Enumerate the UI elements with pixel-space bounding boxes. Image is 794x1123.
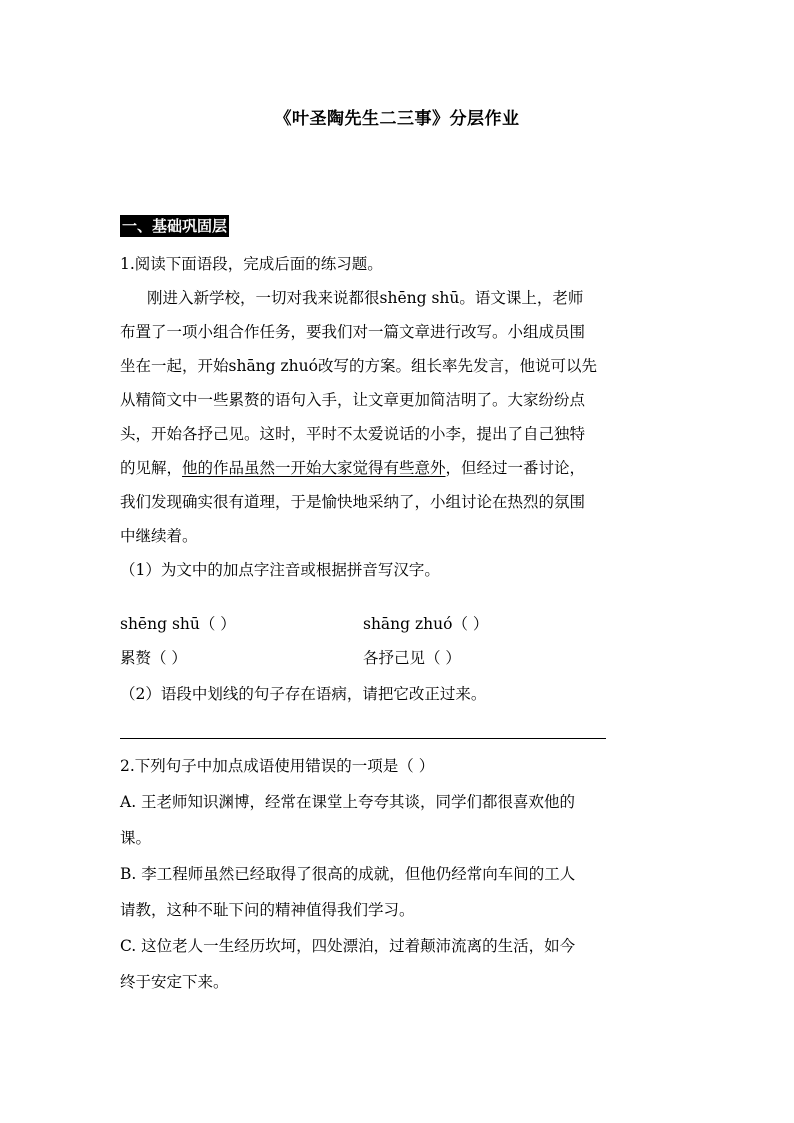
underlined-sentence: 他的作品虽然一开始大家觉得有些意外 bbox=[182, 459, 446, 477]
option-a-line-1: A. 王老师知识渊博，经常在课堂上夸夸其谈，同学们都很喜欢他的 bbox=[120, 793, 576, 811]
option-a-line-2: 课。 bbox=[120, 829, 152, 847]
passage-line-2: 布置了一项小组合作任务，要我们对一篇文章进行改写。小组成员围 bbox=[120, 323, 586, 341]
document-title: 《叶圣陶先生二三事》分层作业 bbox=[274, 109, 520, 129]
answer-writing-line bbox=[120, 738, 606, 739]
option-b-line-2: 请教，这种不耻下问的精神值得我们学习。 bbox=[120, 901, 415, 919]
passage-line-8: 中继续着。 bbox=[120, 527, 198, 545]
passage-line-6-end: ，但经过一番讨论， bbox=[445, 459, 586, 477]
option-b-line-1: B. 李工程师虽然已经取得了很高的成就，但他仍经常向车间的工人 bbox=[120, 865, 576, 883]
passage-line-5: 头，开始各抒己见。这时，平时不太爱说话的小李，提出了自己独特 bbox=[120, 425, 586, 443]
option-c-line-1: C. 这位老人一生经历坎坷，四处漂泊，过着颠沛流离的生活，如今 bbox=[120, 937, 576, 955]
passage-line-7: 我们发现确实很有道理，于是愉快地采纳了，小组讨论在热烈的氛围 bbox=[120, 493, 586, 511]
subquestion-1-prompt: （1）为文中的加点字注音或根据拼音写汉字。 bbox=[120, 561, 440, 579]
answer-blank-geshujijian: 各抒己见（ ） bbox=[363, 649, 461, 667]
question-1-stem: 1.阅读下面语段，完成后面的练习题。 bbox=[120, 255, 383, 273]
pinyin-answer-row-1 bbox=[120, 610, 680, 638]
section-heading-basic: 一、基础巩固层 bbox=[122, 217, 228, 235]
option-c-line-2: 终于安定下来。 bbox=[120, 973, 229, 991]
passage-line-4: 从精简文中一些累赘的语句入手，让文章更加简洁明了。大家纷纷点 bbox=[120, 391, 586, 409]
subquestion-2-prompt: （2）语段中划线的句子存在语病，请把它改正过来。 bbox=[120, 685, 487, 703]
question-2-stem: 2.下列句子中加点成语使用错误的一项是（ ） bbox=[120, 757, 435, 775]
passage-line-6-start: 的见解， bbox=[120, 459, 183, 477]
passage-line-6 bbox=[120, 454, 680, 482]
passage-line-1: 刚进入新学校，一切对我来说都很shēng shū。语文课上，老师 bbox=[147, 289, 584, 307]
passage-line-3: 坐在一起，开始shāng zhuó改写的方案。组长率先发言，他说可以先 bbox=[120, 357, 597, 375]
pinyin-answer-row-2 bbox=[120, 644, 680, 672]
answer-blank-leizhui: 累赘（ ） bbox=[120, 649, 187, 667]
answer-blank-shengshu: shēng shū（ ） bbox=[120, 615, 236, 633]
answer-blank-shangzhuo: shāng zhuó（ ） bbox=[363, 615, 489, 633]
